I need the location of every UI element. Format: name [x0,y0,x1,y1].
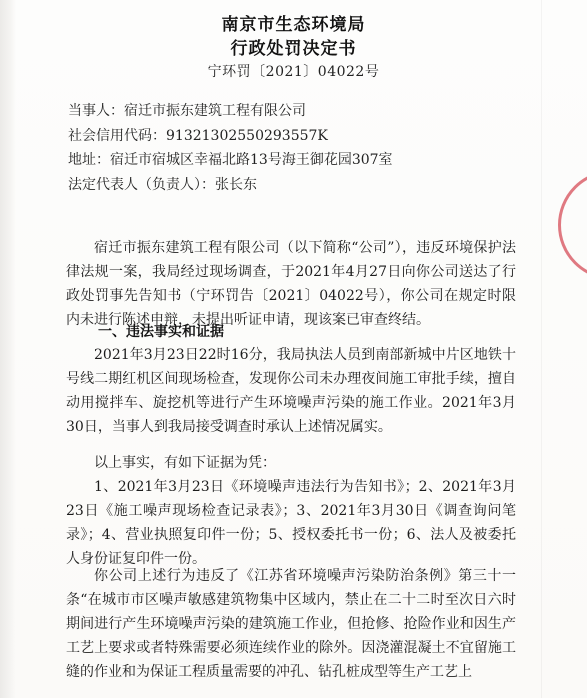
issuing-authority-title: 南京市生态环境局 [221,15,366,35]
party-name: 当事人：宿迁市振东建筑工程有限公司 [68,103,306,119]
credit-code: 社会信用代码：91321302550293557K [68,128,328,144]
evidence-list-paragraph: 1、2021年3月23日《环境噪声违法行为告知书》；2、2021年3月23日《施工噪声现场检查记录表》；3、2021年3月30日《调查询问笔录》；4、营业执照复印件一份；5、授权委托书一份；6、法人及被委托人身份证复印件一份。 [66,479,516,567]
document-title: 行政处罚决定书 [230,39,357,59]
scan-edge-shadow [0,0,16,698]
section-heading-violation-facts: 一、违法事实和证据 [98,324,224,340]
party-address: 地址：宿迁市宿城区幸福北路13号海王御花园307室 [68,152,393,168]
page-fold-line [541,0,542,698]
legal-basis-paragraph: 你公司上述行为违反了《江苏省环境噪声污染防治条例》第三十一条“在城市市区噪声敏感建筑物集中区域内，禁止在二十二时至次日六时期间进行产生环境噪声污染的建筑施工作业，但抢修、抢险作业和因生产工艺上要求或者特殊需要必须连续作业的除外。因浇灌混凝土不宜留施工缝的作业和为保证工程质量需要的冲孔、钻孔桩成型等生产工艺上 [66,568,516,680]
evidence-intro-paragraph: 以上事实，有如下证据为凭： [94,455,276,471]
document-number: 宁环罚〔2021〕04022号 [207,64,380,80]
official-seal-stamp [558,170,587,280]
case-summary-paragraph: 宿迁市振东建筑工程有限公司（以下简称“公司”），违反环境保护法律法规一案，我局经过现场调查，于2021年4月27日向你公司送达了行政处罚事先告知书（宁环罚告〔2021〕04022号），你公司在规定时限内未进行陈述申辩，未提出听证申请，现该案已审查终结。 [66,240,516,328]
violation-facts-paragraph: 2021年3月23日22时16分，我局执法人员到南部新城中片区地铁十号线二期红机区间现场检查，发现你公司未办理夜间施工审批手续，擅自动用搅拌车、旋挖机等进行产生环境噪声污染的施工作业。2021年3月30日，当事人到我局接受调查时承认上述情况属实。 [66,347,516,435]
legal-representative: 法定代表人（负责人）：张长东 [68,177,257,193]
